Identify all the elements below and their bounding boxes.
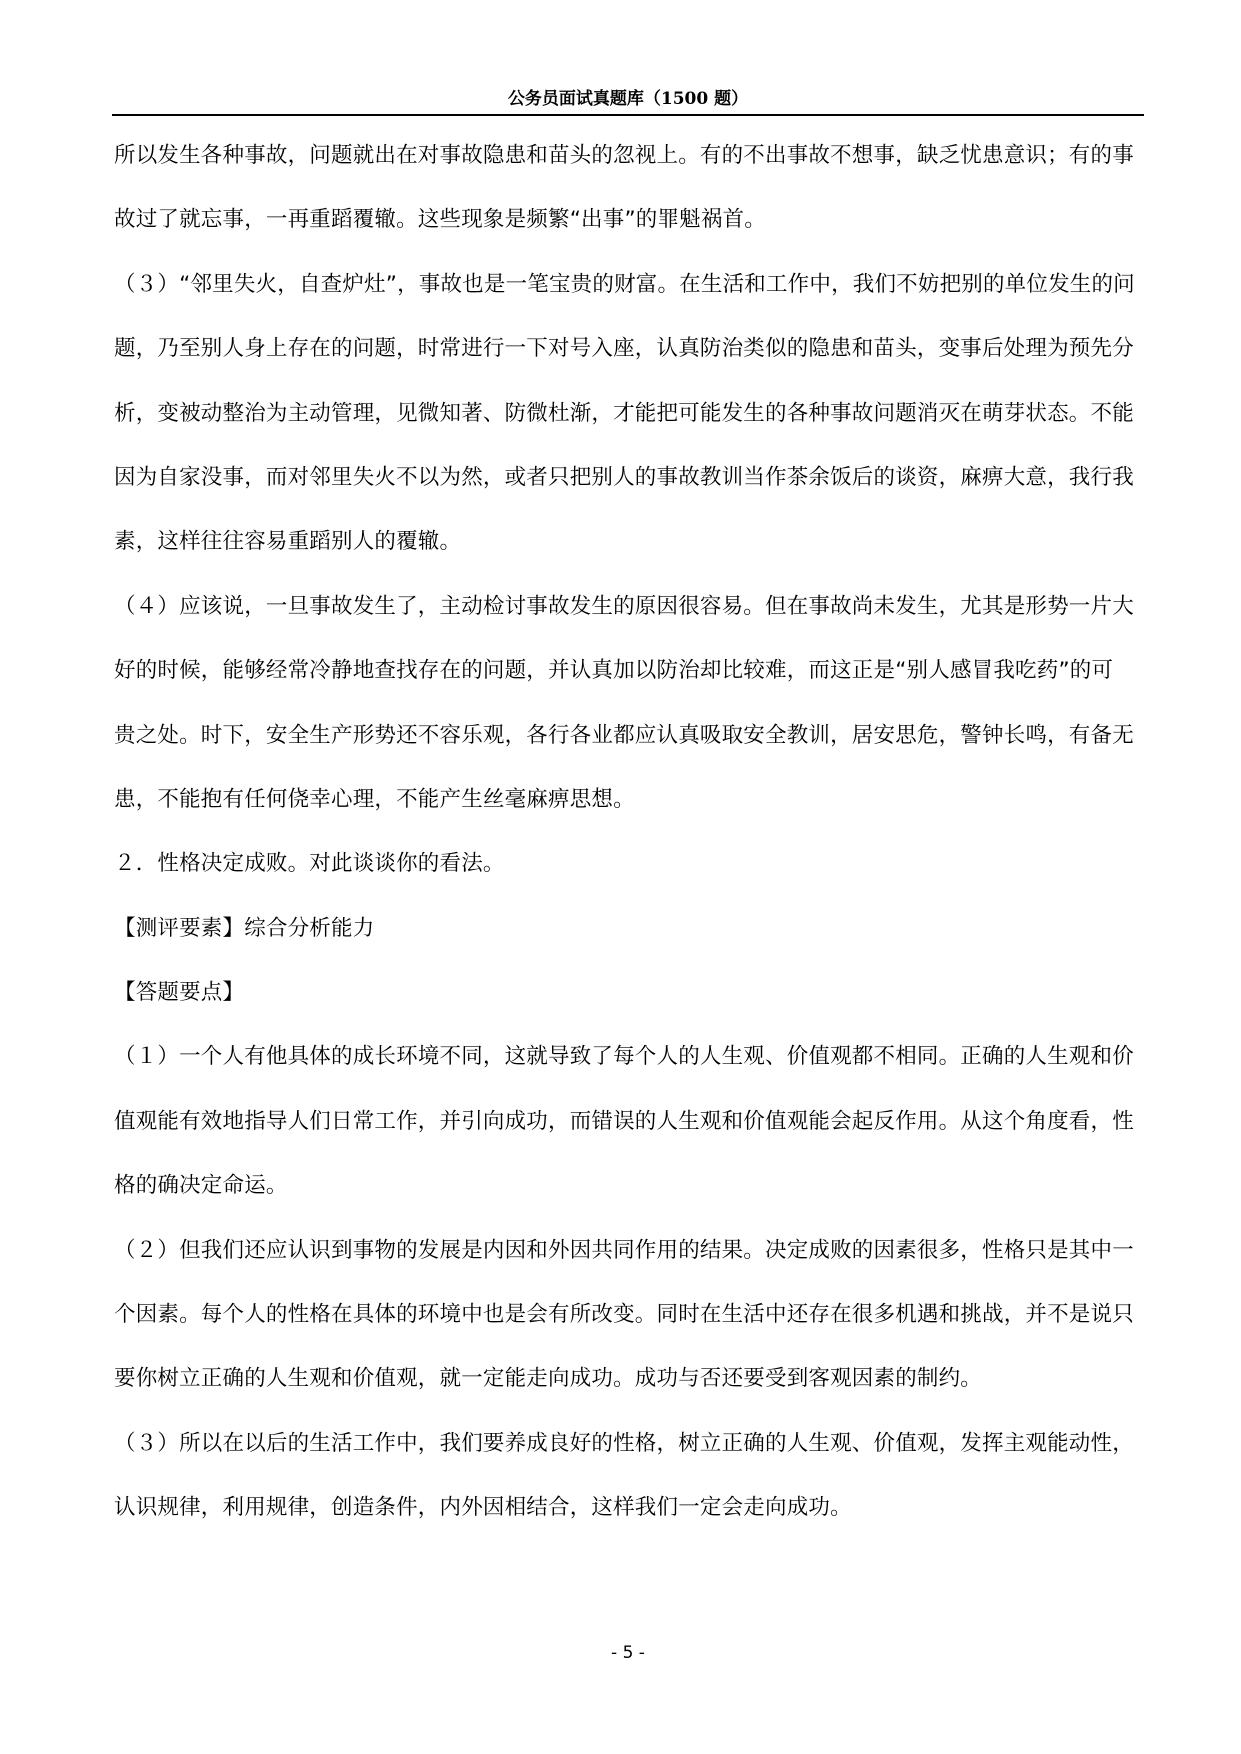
page-header-title: 公务员面试真题库（1500 题） [507, 89, 749, 109]
text-line: 析，变被动整治为主动管理，见微知著、防微杜渐，才能把可能发生的各种事故问题消灭在萌芽状态。不能 [114, 400, 1134, 426]
text-line: （１）一个人有他具体的成长环境不同，这就导致了每个人的人生观、价值观都不相同。正确的人生观和价 [114, 1044, 1134, 1070]
text-line: （３）“邻里失火，自查炉灶”，事故也是一笔宝贵的财富。在生活和工作中，我们不妨把别的单位发生的问 [114, 271, 1135, 297]
text-line: 因为自家没事，而对邻里失火不以为然，或者只把别人的事故教训当作茶余饭后的谈资，麻痹大意，我行我 [114, 464, 1134, 490]
text-line: 贵之处。时下，安全生产形势还不容乐观，各行各业都应认真吸取安全教训，居安思危，警钟长鸣，有备无 [114, 722, 1134, 748]
text-line: 个因素。每个人的性格在具体的环境中也是会有所改变。同时在生活中还存在很多机遇和挑战，并不是说只 [114, 1302, 1134, 1328]
answer-points-heading: 【答题要点】 [114, 980, 245, 1006]
text-line: 所以发生各种事故，问题就出在对事故隐患和苗头的忽视上。有的不出事故不想事，缺乏忧患意识；有的事 [114, 143, 1134, 168]
text-line: 素，这样往往容易重蹈别人的覆辙。 [114, 529, 462, 555]
question-line: ２．性格决定成败。对此谈谈你的看法。 [114, 851, 505, 877]
text-line: 认识规律，利用规律，创造条件，内外因相结合，这样我们一定会走向成功。 [114, 1495, 852, 1521]
text-line: 格的确决定命运。 [114, 1173, 288, 1199]
assessment-factor-line: 【测评要素】综合分析能力 [114, 915, 375, 941]
text-line: 故过了就忘事，一再重蹈覆辙。这些现象是频繁“出事”的罪魁祸首。 [114, 207, 766, 233]
text-line: 要你树立正确的人生观和价值观，就一定能走向成功。成功与否还要受到客观因素的制约。 [114, 1366, 983, 1392]
text-line: （２）但我们还应认识到事物的发展是内因和外因共同作用的结果。决定成败的因素很多，性格只是其中一 [114, 1237, 1134, 1263]
text-line: （４）应该说，一旦事故发生了，主动检讨事故发生的原因很容易。但在事故尚未发生，尤其是形势一片大 [114, 593, 1134, 619]
page-number: - 5 - [611, 1643, 645, 1663]
text-line: （３）所以在以后的生活工作中，我们要养成良好的性格，树立正确的人生观、价值观，发挥主观能动性， [114, 1430, 1134, 1456]
text-line: 值观能有效地指导人们日常工作，并引向成功，而错误的人生观和价值观能会起反作用。从这个角度看，性 [114, 1108, 1134, 1134]
text-line: 好的时候，能够经常冷静地查找存在的问题，并认真加以防治却比较难，而这正是“别人感冒我吃药”的可 [114, 658, 1114, 684]
header-divider [112, 114, 1144, 116]
document-body [114, 124, 1146, 1541]
text-line: 患，不能抱有任何侥幸心理，不能产生丝毫麻痹思想。 [114, 786, 635, 812]
text-line: 题，乃至别人身上存在的问题，时常进行一下对号入座，认真防治类似的隐患和苗头，变事后处理为预先分 [114, 336, 1134, 362]
